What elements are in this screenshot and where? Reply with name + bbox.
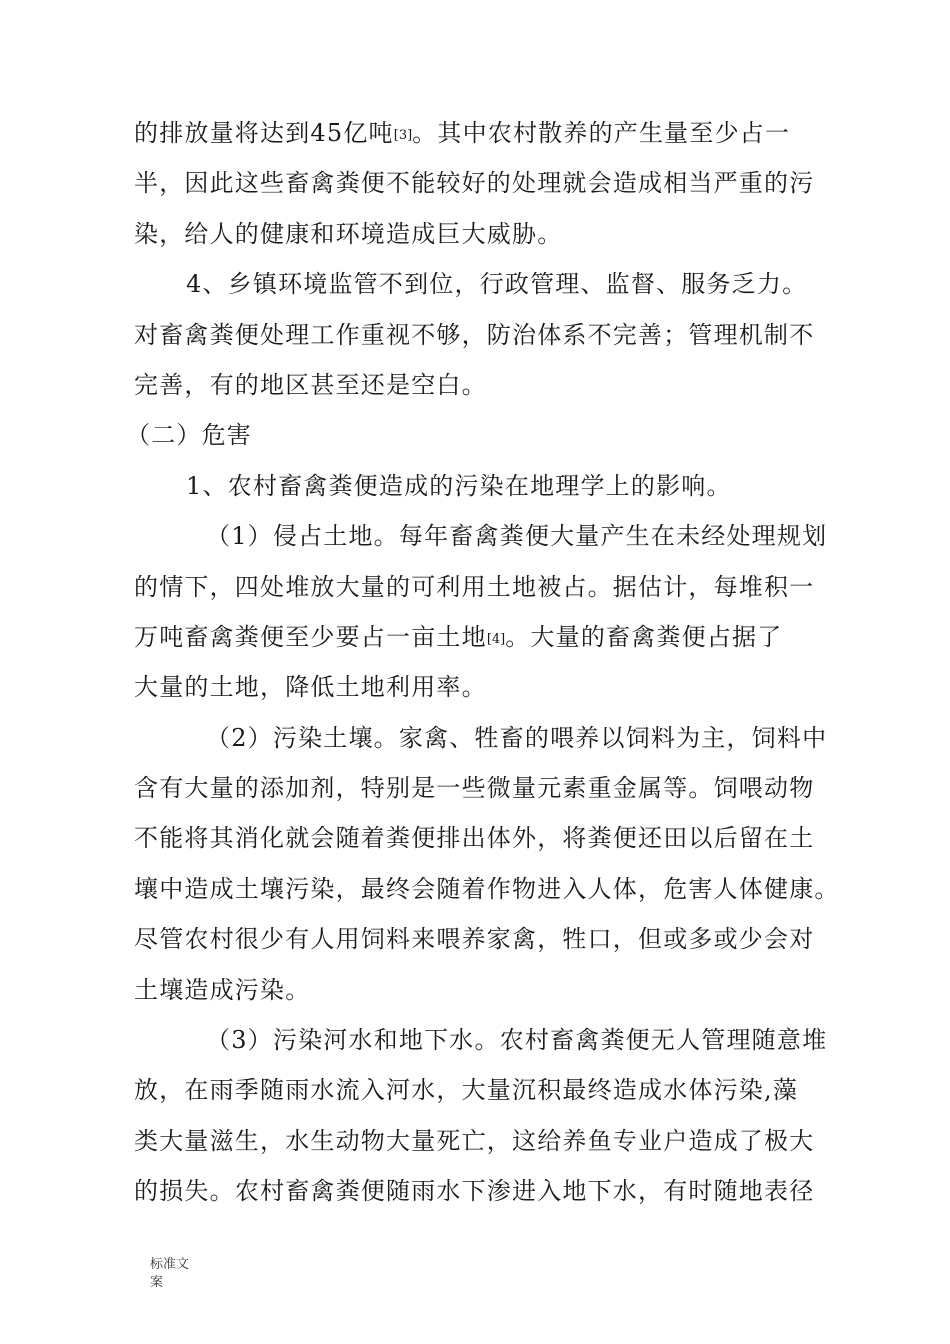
text-segment: 的排放量将达到45亿吨	[134, 119, 394, 147]
text-line: 的损失。农村畜禽粪便随雨水下渗进入地下水，有时随地表径	[134, 1177, 815, 1206]
text-line: 大量的土地，降低土地利用率。	[134, 673, 487, 702]
citation-marker: [4]	[486, 631, 506, 647]
citation-marker: [3]	[393, 128, 413, 143]
section-heading: （二）危害	[126, 421, 252, 450]
text-line: 1、农村畜禽粪便造成的污染在地理学上的影响。	[186, 471, 732, 500]
text-line: 染，给人的健康和环境造成巨大威胁。	[134, 219, 563, 248]
text-line: 壤中造成土壤污染，最终会随着作物进入人体，危害人体健康。	[134, 874, 840, 903]
text-line: 完善，有的地区甚至还是空白。	[134, 370, 487, 399]
page-footer	[150, 1256, 210, 1292]
body-text	[126, 108, 840, 1217]
footer-line: 标准文	[150, 1257, 190, 1272]
text-line: 对畜禽粪便处理工作重视不够，防治体系不完善；管理机制不	[134, 320, 815, 349]
text-line: 类大量滋生，水生动物大量死亡，这给养鱼专业户造成了极大	[134, 1126, 815, 1155]
text-line: 含有大量的添加剂，特别是一些微量元素重金属等。饲喂动物	[134, 774, 815, 803]
text-line: 放，在雨季随雨水流入河水，大量沉积最终造成水体污染,藻	[134, 1076, 799, 1105]
text-line	[134, 612, 834, 662]
text-line: （3）污染河水和地下水。农村畜禽粪便无人管理随意堆	[206, 1026, 828, 1055]
text-line: 半，因此这些畜禽粪便不能较好的处理就会造成相当严重的污	[134, 169, 815, 198]
text-line: （1）侵占土地。每年畜禽粪便大量产生在未经处理规划	[206, 522, 828, 551]
text-segment: 。其中农村散养的产生量至少占一	[412, 119, 791, 147]
footer-line: 案	[150, 1275, 164, 1290]
text-line	[134, 108, 834, 158]
text-line: 不能将其消化就会随着粪便排出体外，将粪便还田以后留在土	[134, 824, 815, 853]
text-segment: 万吨畜禽粪便至少要占一亩土地	[134, 622, 487, 651]
text-line: （2）污染土壤。家禽、牲畜的喂养以饲料为主，饲料中	[206, 723, 828, 752]
text-line: 尽管农村很少有人用饲料来喂养家禽，牲口，但或多或少会对	[134, 925, 815, 954]
text-line: 土壤造成污染。	[134, 975, 311, 1004]
text-line: 4、乡镇环境监管不到位，行政管理、监督、服务乏力。	[186, 270, 808, 299]
text-segment: 。大量的畜禽粪便占据了	[505, 622, 783, 651]
text-line: 的情下，四处堆放大量的可利用土地被占。据估计，每堆积一	[134, 572, 815, 601]
